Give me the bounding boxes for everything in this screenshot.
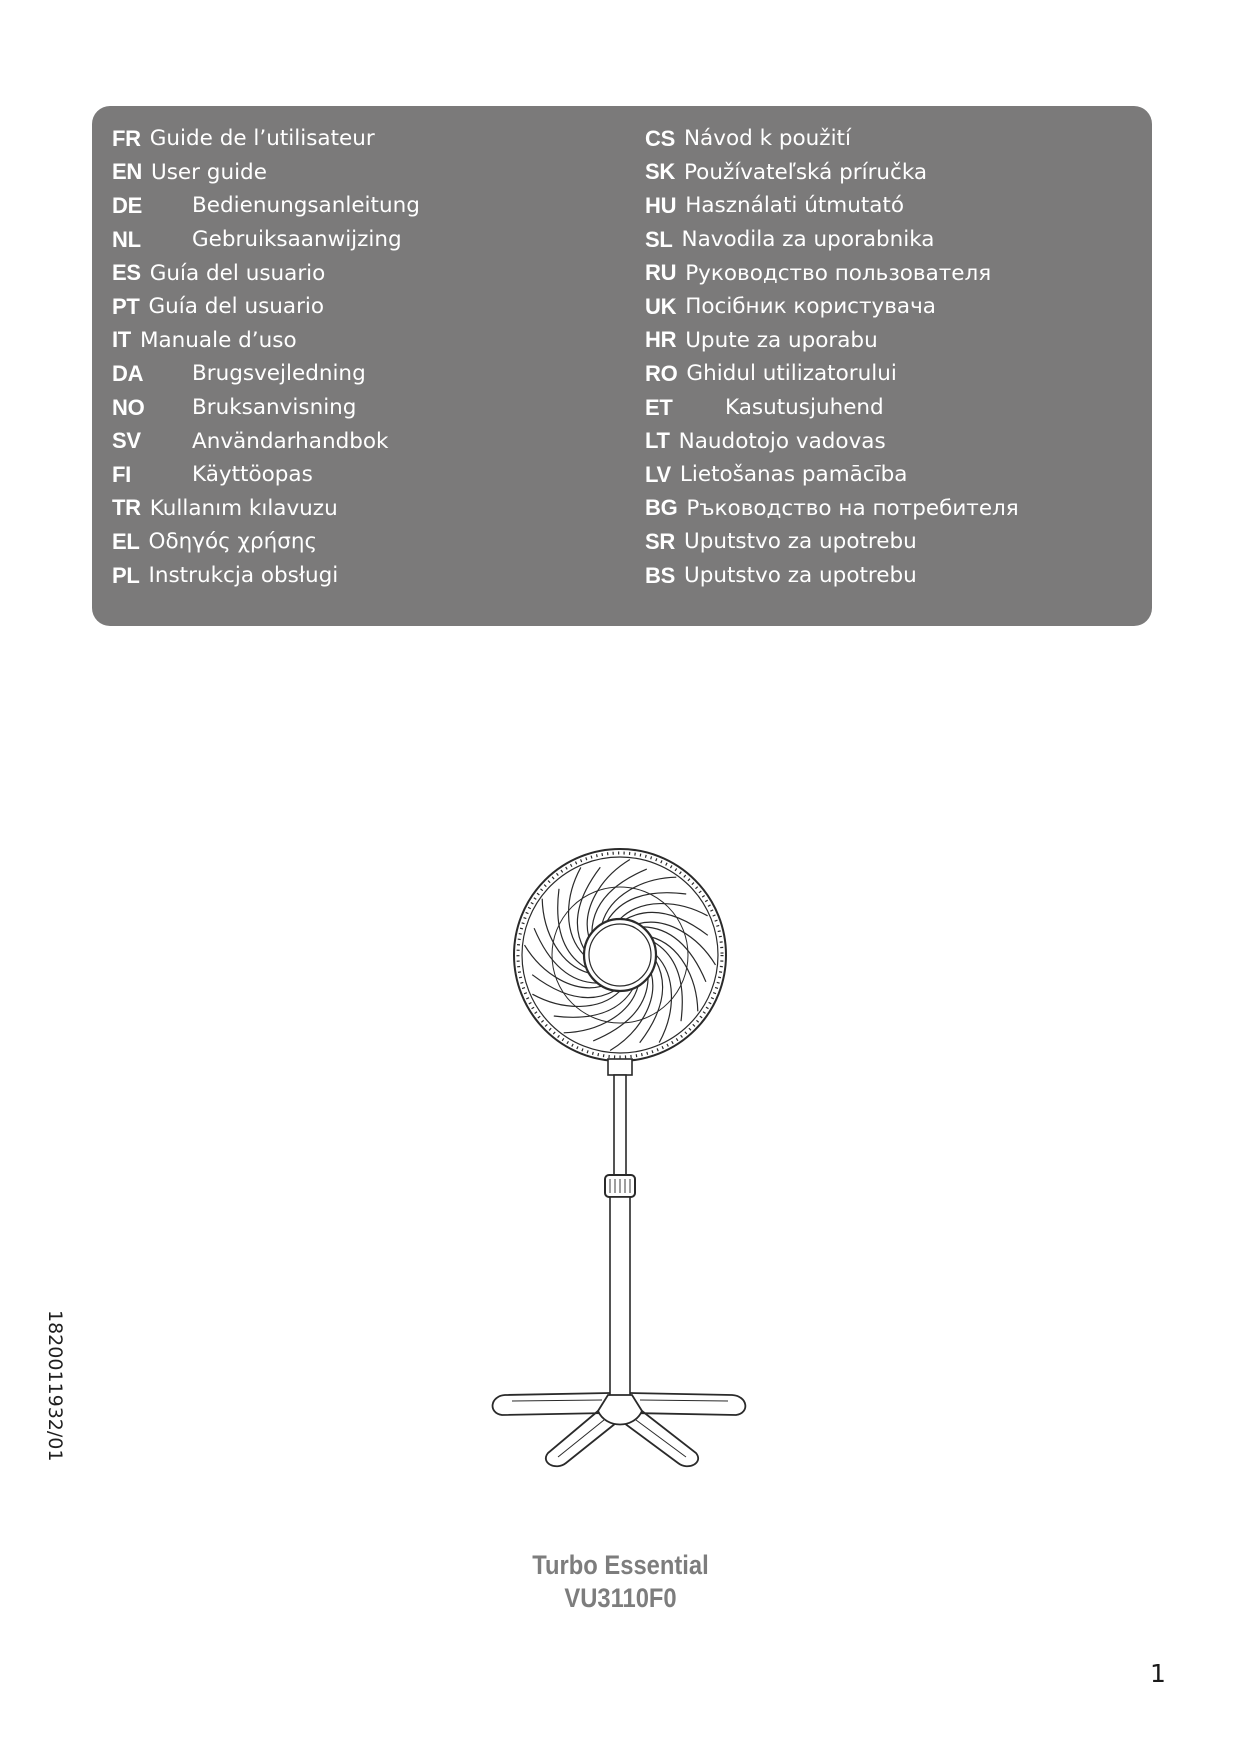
- fan-upper-pole: [614, 1075, 626, 1175]
- language-label: User guide: [150, 159, 267, 185]
- language-code: LV: [645, 461, 671, 487]
- language-label: Uputstvo za upotrebu: [683, 529, 917, 555]
- language-row: [645, 391, 1019, 425]
- fan-lower-pole: [610, 1197, 630, 1397]
- language-code: RO: [645, 360, 678, 386]
- language-code: HR: [645, 327, 677, 353]
- fan-hub-inner: [589, 924, 651, 986]
- language-code: SL: [645, 226, 673, 252]
- language-label: Bruksanvisning: [192, 395, 357, 421]
- language-code: FR: [112, 125, 141, 151]
- language-row: [645, 290, 1019, 324]
- language-list-left: [112, 122, 420, 592]
- language-label: Uputstvo za upotrebu: [683, 563, 917, 589]
- language-code: TR: [112, 495, 141, 521]
- language-row: [112, 223, 420, 257]
- fan-blade: [525, 928, 603, 988]
- language-row: [112, 290, 420, 324]
- fan-blade: [554, 986, 638, 1033]
- language-row: [645, 458, 1019, 492]
- language-code: DE: [112, 192, 142, 218]
- language-code: EL: [112, 528, 140, 554]
- language-code: NL: [112, 226, 141, 252]
- language-code: NO: [112, 394, 145, 420]
- fan-blade: [569, 867, 601, 955]
- language-label: Посібник користувача: [685, 294, 936, 320]
- language-code: EN: [112, 159, 142, 185]
- pedestal-fan-icon: [470, 845, 770, 1485]
- language-label: Lietošanas pamācība: [679, 462, 908, 488]
- language-code: LT: [645, 428, 670, 454]
- language-row: [112, 324, 420, 358]
- fan-hub-outer: [584, 919, 656, 991]
- fan-blade: [602, 877, 686, 924]
- fan-neck: [608, 1059, 632, 1075]
- language-label: Kullanım kılavuzu: [149, 495, 338, 521]
- page-number: 1: [1150, 1659, 1166, 1688]
- language-list-right: [645, 122, 1019, 592]
- language-label: Manuale d’uso: [139, 327, 297, 353]
- language-code: PL: [112, 562, 140, 588]
- language-label: Používateľská príručka: [683, 159, 928, 185]
- fan-guard-inner-ring: [522, 857, 718, 1053]
- language-label: Kasutusjuhend: [725, 395, 884, 421]
- language-row: [645, 324, 1019, 358]
- language-code: RU: [645, 260, 677, 286]
- language-label: Návod k použití: [683, 126, 851, 152]
- language-label: Gebruiksaanwijzing: [192, 227, 402, 253]
- language-code: FI: [112, 461, 131, 487]
- fan-blade: [593, 973, 653, 1051]
- language-label: Ръководство на потребителя: [686, 495, 1019, 521]
- language-row: [112, 122, 420, 156]
- language-label: Használati útmutató: [685, 193, 905, 219]
- language-row: [112, 189, 420, 223]
- language-label: Guía del usuario: [149, 260, 326, 286]
- language-label: Bedienungsanleitung: [192, 193, 420, 219]
- language-label: Guía del usuario: [148, 294, 325, 320]
- fan-blade: [651, 937, 698, 1021]
- language-row: [112, 492, 420, 526]
- language-label: Navodila za uporabnika: [681, 227, 935, 253]
- language-label: Brugsvejledning: [192, 361, 366, 387]
- language-row: [112, 525, 420, 559]
- language-code: IT: [112, 327, 131, 353]
- language-row: [645, 156, 1019, 190]
- language-row: [112, 357, 420, 391]
- language-row: [645, 492, 1019, 526]
- language-code: UK: [645, 293, 677, 319]
- fan-blade: [620, 904, 708, 936]
- fan-base: [493, 1393, 746, 1466]
- language-code: SK: [645, 159, 675, 185]
- fan-blade: [587, 860, 647, 938]
- document-code: 1820011932/01: [44, 1310, 66, 1462]
- language-label: Instrukcja obsługi: [148, 563, 339, 589]
- language-row: [645, 559, 1019, 593]
- language-code: ET: [645, 394, 673, 420]
- language-row: [645, 189, 1019, 223]
- product-model: VU3110F0: [564, 1583, 677, 1613]
- language-label: Guide de l’utilisateur: [149, 126, 375, 152]
- fan-blades: [525, 860, 716, 1051]
- language-row: [112, 256, 420, 290]
- language-row: [112, 391, 420, 425]
- language-row: [645, 223, 1019, 257]
- language-row: [645, 525, 1019, 559]
- language-code: SV: [112, 428, 141, 454]
- language-row: [112, 156, 420, 190]
- fan-blade: [532, 975, 620, 1007]
- language-code: BS: [645, 562, 675, 588]
- fan-blade: [638, 922, 716, 982]
- fan-blade: [640, 955, 672, 1043]
- language-label: Ghidul utilizatorului: [686, 361, 897, 387]
- language-code: PT: [112, 293, 140, 319]
- product-name: Turbo Essential: [532, 1550, 709, 1580]
- language-label: Upute za uporabu: [685, 327, 878, 353]
- language-row: [645, 357, 1019, 391]
- language-label: Naudotojo vadovas: [678, 428, 886, 454]
- language-row: [112, 424, 420, 458]
- language-code: CS: [645, 125, 675, 151]
- language-label: Käyttöopas: [192, 462, 313, 488]
- language-row: [645, 424, 1019, 458]
- language-row: [645, 256, 1019, 290]
- fan-guard-mid-ring: [552, 887, 688, 1023]
- language-label: Οδηγός χρήσης: [148, 529, 318, 555]
- language-row: [645, 122, 1019, 156]
- fan-guard-ring: [514, 849, 726, 1061]
- language-label: Руководство пользователя: [685, 260, 992, 286]
- language-row: [112, 458, 420, 492]
- language-code: DA: [112, 360, 144, 386]
- language-label: Användarhandbok: [192, 428, 389, 454]
- language-panel: [92, 106, 1152, 626]
- language-row: [112, 559, 420, 593]
- language-code: ES: [112, 260, 141, 286]
- language-code: BG: [645, 495, 678, 521]
- language-code: SR: [645, 528, 675, 554]
- fan-blade: [542, 889, 589, 973]
- language-code: HU: [645, 192, 677, 218]
